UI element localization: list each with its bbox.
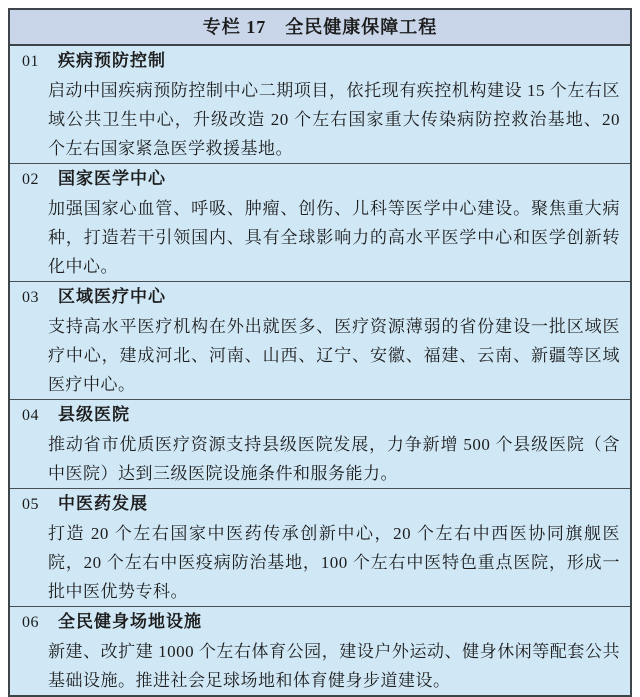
section-title: 全民健身场地设施 xyxy=(58,612,202,631)
section-regional-medical-centers xyxy=(10,282,630,400)
section-body: 打造 20 个左右国家中医药传承创新中心，20 个左右中西医协同旗舰医院，20 个左右中医疫病防治基地，100 个左右中医特色重点医院，形成一批中医优势专科。 xyxy=(48,524,620,601)
section-title-row xyxy=(10,164,630,194)
section-fitness-facilities xyxy=(10,607,630,695)
section-title: 区域医疗中心 xyxy=(58,287,166,306)
section-title-row xyxy=(10,489,630,519)
section-number: 04 xyxy=(22,407,39,424)
section-body: 加强国家心血管、呼吸、肿瘤、创伤、儿科等医学中心建设。聚焦重大病种，打造若干引领国内、具有全球影响力的高水平医学中心和医学创新转化中心。 xyxy=(48,199,620,276)
section-title: 国家医学中心 xyxy=(58,169,166,188)
section-disease-prevention xyxy=(10,46,630,164)
section-title-row xyxy=(10,46,630,76)
section-body: 启动中国疾病预防控制中心二期项目，依托现有疾控机构建设 15 个左右区域公共卫生中心，升级改造 20 个左右国家重大传染病防控救治基地、20 个左右国家紧急医学救援基地。 xyxy=(48,81,620,158)
section-title-row xyxy=(10,282,630,312)
section-number: 02 xyxy=(22,171,39,188)
section-number: 03 xyxy=(22,289,39,306)
section-title-row xyxy=(10,607,630,637)
section-number: 05 xyxy=(22,496,39,513)
section-number: 06 xyxy=(22,614,39,631)
section-body: 新建、改扩建 1000 个左右体育公园，建设户外运动、健身休闲等配套公共基础设施。推进社会足球场地和体育健身步道建设。 xyxy=(48,642,620,690)
section-title: 疾病预防控制 xyxy=(58,51,166,70)
section-title: 县级医院 xyxy=(58,405,130,424)
section-title-row xyxy=(10,400,630,430)
sections-container xyxy=(10,46,630,695)
info-box-panel xyxy=(8,8,632,697)
panel-title: 专栏 17 全民健康保障工程 xyxy=(10,10,630,46)
section-number: 01 xyxy=(22,53,39,70)
section-title: 中医药发展 xyxy=(58,494,148,513)
section-body: 推动省市优质医疗资源支持县级医院发展，力争新增 500 个县级医院（含中医院）达到三级医院设施条件和服务能力。 xyxy=(48,435,620,483)
section-county-hospitals xyxy=(10,400,630,489)
section-national-medical-centers xyxy=(10,164,630,282)
section-body: 支持高水平医疗机构在外出就医多、医疗资源薄弱的省份建设一批区域医疗中心，建成河北、河南、山西、辽宁、安徽、福建、云南、新疆等区域医疗中心。 xyxy=(48,317,620,394)
section-tcm-development xyxy=(10,489,630,607)
